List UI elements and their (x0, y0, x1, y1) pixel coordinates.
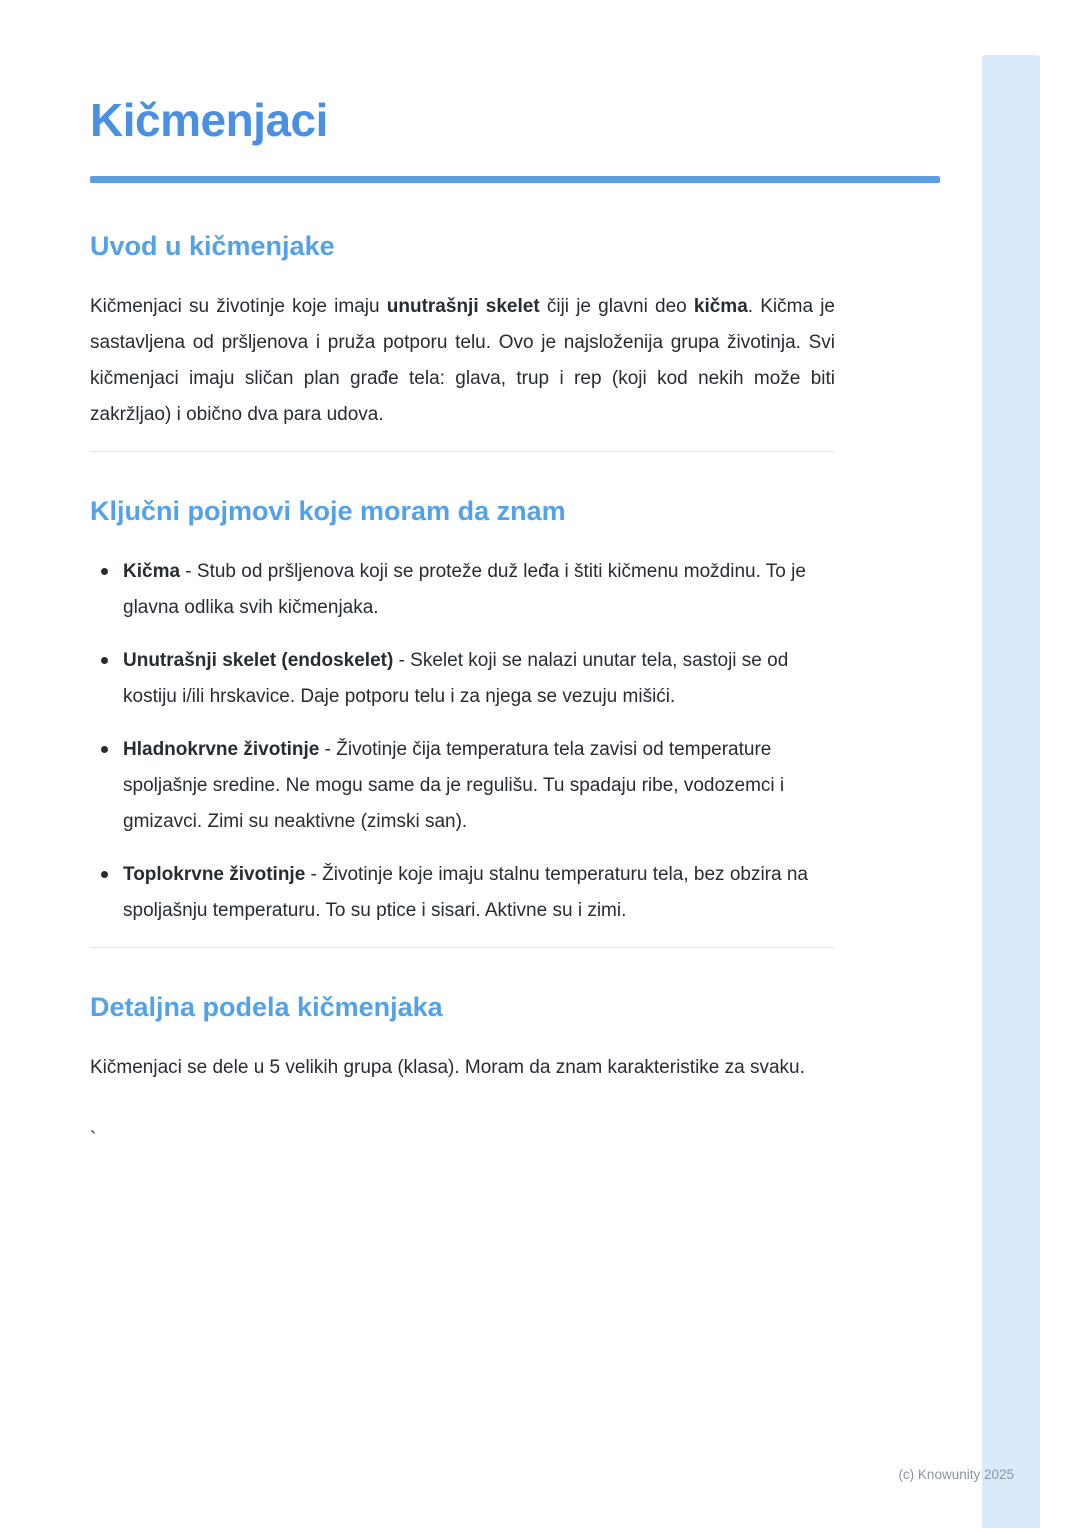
classification-paragraph: Kičmenjaci se dele u 5 velikih grupa (klasa). Moram da znam karakteristike za svaku. (90, 1057, 805, 1078)
section-heading-intro: Uvod u kičmenjake (90, 231, 335, 261)
key-term-text: Hladnokrvne životinje - Životinje čija temperatura tela zavisi od temperature spoljašnje sredine. Ne mogu same da je regulišu. Tu spadaju ribe, vodozemci i gmizavci. Zimi su neaktivne (zimski san). (123, 739, 785, 832)
side-accent-stripe (982, 55, 1040, 1528)
key-terms-list (90, 554, 835, 929)
bullet-marker-icon (101, 871, 108, 878)
key-term-text: Unutrašnji skelet (endoskelet) - Skelet koji se nalazi unutar tela, sastoji se od kostiju i/ili hrskavice. Daje potporu telu i za njega se vezuju mišići. (123, 650, 789, 707)
key-term-item-toplokrvne (90, 857, 835, 929)
intro-paragraph: Kičmenjaci su životinje koje imaju unutrašnji skelet čiji je glavni deo kičma. Kičma je sastavljena od pršljenova i pruža potporu telu. Ovo je najsloženija grupa životinja. Svi kičmenjaci imaju sličan plan građe tela: glava, trup i rep (koji kod nekih može biti zakržljao) i obično dva para udova. (90, 296, 835, 425)
key-term-text: Kičma - Stub od pršljenova koji se proteže duž leđa i štiti kičmenu moždinu. To je glavna odlika svih kičmenjaka. (123, 561, 806, 618)
key-term-item-kicma (90, 554, 835, 626)
bullet-marker-icon (101, 568, 108, 575)
section-divider (90, 947, 835, 948)
stray-backtick-text: ` (90, 1129, 97, 1150)
section-key-terms (90, 494, 940, 929)
bullet-marker-icon (101, 657, 108, 664)
title-underline-rule (90, 176, 940, 183)
copyright-footer: (c) Knowunity 2025 (898, 1467, 1014, 1482)
section-classification (90, 990, 940, 1152)
note-content (90, 94, 940, 1152)
key-term-item-endoskelet (90, 643, 835, 715)
section-divider (90, 451, 835, 452)
section-heading-key-terms: Ključni pojmovi koje moram da znam (90, 496, 566, 526)
key-term-item-hladnokrvne (90, 732, 835, 840)
page-title: Kičmenjaci (90, 94, 328, 146)
section-intro (90, 229, 940, 433)
bullet-marker-icon (101, 746, 108, 753)
section-heading-classification: Detaljna podela kičmenjaka (90, 992, 443, 1022)
key-term-text: Toplokrvne životinje - Životinje koje imaju stalnu temperaturu tela, bez obzira na spoljašnju temperaturu. To su ptice i sisari. Aktivne su i zimi. (123, 864, 808, 921)
